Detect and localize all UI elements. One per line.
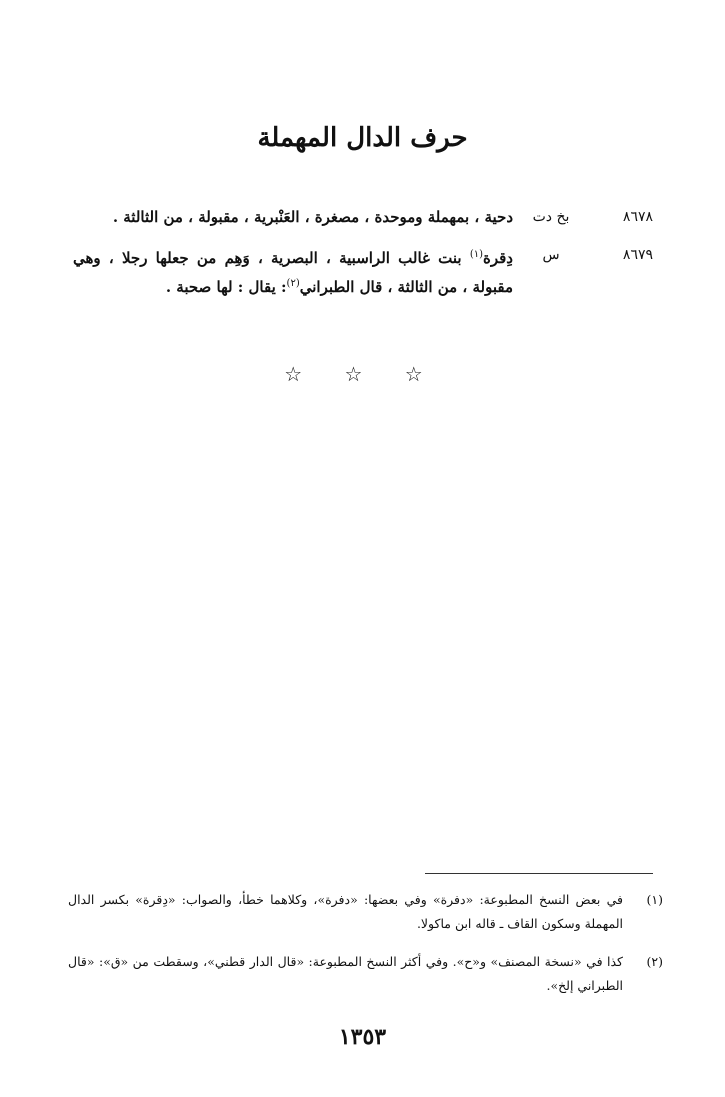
footnote-text: كذا في «نسخة المصنف» و«ح». وفي أكثر النسخ المطبوعة: «قال الدار قطني»، وسقطت من «ق»: «قال الطبراني إلخ». <box>68 954 623 993</box>
footnote-2 <box>68 950 663 998</box>
entry-text-part-a: بنت غالب الراسبية ، البصرية ، وَهِم من جعلها رجلا ، وهي مقبولة ، من الثالثة ، قال الطبراني <box>73 249 513 296</box>
footnote-text: في بعض النسخ المطبوعة: «دفرة» وفي بعضها: «دفرة»، وكلاهما خطأ، والصواب: «دِقرة» بكسر الدال المهملة وسكون القاف ـ قاله ابن ماكولا. <box>68 892 623 931</box>
footnote-ref-1[interactable]: (١) <box>469 249 483 260</box>
entry-text <box>73 242 513 300</box>
entry-8678 <box>73 204 653 230</box>
entry-number: ٨٦٧٨ <box>622 209 653 225</box>
entry-code: بخ دت <box>532 209 570 225</box>
entry-name: دِقرة <box>483 249 513 267</box>
footnote-number: (١) <box>646 892 663 907</box>
footnote-1 <box>68 888 663 936</box>
page-number: ١٣٥٣ <box>338 1024 387 1050</box>
entry-number: ٨٦٧٩ <box>622 247 653 263</box>
chapter-heading: حرف الدال المهملة <box>257 123 468 153</box>
section-divider-stars: ☆ ☆ ☆ <box>284 362 441 386</box>
entry-text-part-b: : يقال : لها صحبة . <box>165 278 287 296</box>
entry-text: دحية ، بمهملة وموحدة ، مصغرة ، العَنْبرية ، مقبولة ، من الثالثة . <box>112 208 513 226</box>
footnote-ref-2[interactable]: (٢) <box>286 278 300 289</box>
footnote-number: (٢) <box>646 954 663 969</box>
entry-8679 <box>73 242 653 300</box>
entry-code: س <box>542 247 560 263</box>
footnote-separator <box>425 873 653 874</box>
